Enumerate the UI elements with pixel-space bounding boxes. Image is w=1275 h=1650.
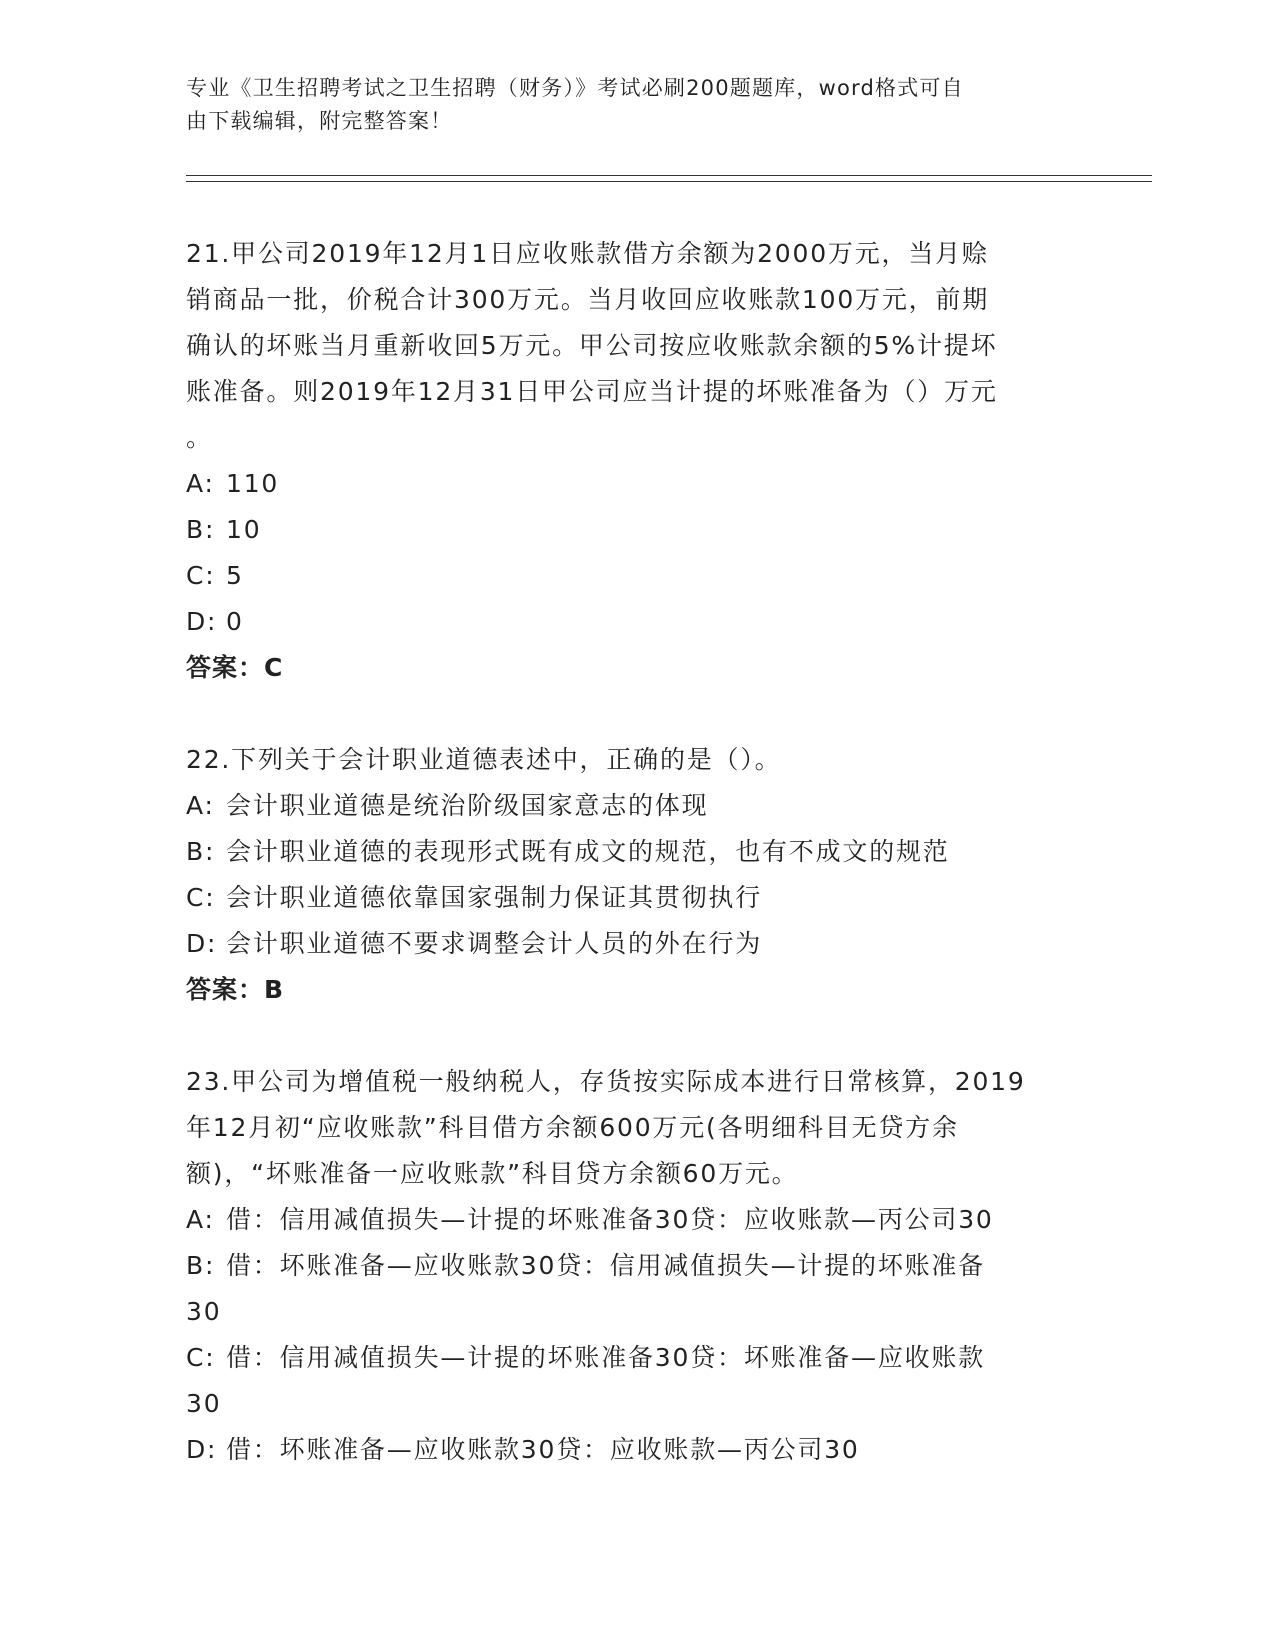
answer-label: 答案：B	[186, 975, 285, 1004]
option-letter: B:	[186, 515, 216, 544]
question-stem-line: 销商品一批，价税合计300万元。当月收回应收账款100万元，前期	[186, 285, 990, 314]
option-a	[186, 783, 1086, 829]
question-stem-line: 账准备。则2019年12月31日甲公司应当计提的坏账准备为（）万元	[186, 377, 998, 406]
option-b	[186, 829, 1086, 875]
option-text: 借：信用减值损失—计提的坏账准备30贷：坏账准备—应收账款	[226, 1343, 986, 1372]
option-text: 会计职业道德的表现形式既有成文的规范，也有不成文的规范	[226, 837, 950, 866]
option-text: 会计职业道德依靠国家强制力保证其贯彻执行	[226, 883, 763, 912]
option-text: 110	[226, 469, 280, 498]
question-stem-line: 。	[186, 423, 213, 452]
option-a	[186, 1197, 1086, 1243]
option-text: 借：坏账准备—应收账款30贷：信用减值损失—计提的坏账准备	[226, 1251, 986, 1280]
question-list	[186, 231, 1086, 1519]
question-stem-line: 额)，“坏账准备一应收账款”科目贷方余额60万元。	[186, 1159, 799, 1188]
header-divider-top	[186, 175, 1152, 176]
option-d	[186, 599, 1086, 645]
option-letter: C:	[186, 561, 216, 590]
option-letter: A:	[186, 791, 215, 820]
option-text: 5	[226, 561, 244, 590]
option-letter: A:	[186, 1205, 215, 1234]
option-letter: C:	[186, 1343, 216, 1372]
question-stem-line: 21.甲公司2019年12月1日应收账款借方余额为2000万元，当月赊	[186, 239, 989, 268]
option-c	[186, 553, 1086, 599]
header-title-line-1: 专业《卫生招聘考试之卫生招聘（财务）》考试必刷200题题库，word格式可自	[186, 76, 964, 100]
answer-label: 答案：C	[186, 653, 284, 682]
question-stem-line: 确认的坏账当月重新收回5万元。甲公司按应收账款余额的5%计提坏	[186, 331, 998, 360]
option-c	[186, 875, 1086, 921]
option-text: 30	[186, 1389, 222, 1418]
option-a	[186, 461, 1086, 507]
option-b	[186, 1243, 1086, 1289]
option-letter: B:	[186, 1251, 216, 1280]
question-21	[186, 231, 1086, 691]
option-text: 0	[226, 607, 244, 636]
header-divider-bottom	[186, 181, 1152, 182]
option-c-continued	[186, 1381, 1086, 1427]
option-d	[186, 921, 1086, 967]
option-letter: D:	[186, 929, 218, 958]
option-text: 会计职业道德是统治阶级国家意志的体现	[226, 791, 709, 820]
option-text: 借：坏账准备—应收账款30贷：应收账款—丙公司30	[226, 1435, 860, 1464]
option-letter: C:	[186, 883, 216, 912]
option-text: 30	[186, 1297, 222, 1326]
option-letter: D:	[186, 1435, 218, 1464]
option-b	[186, 507, 1086, 553]
option-letter: B:	[186, 837, 216, 866]
question-23	[186, 1059, 1086, 1473]
option-text: 10	[226, 515, 262, 544]
option-c	[186, 1335, 1086, 1381]
option-d	[186, 1427, 1086, 1473]
option-letter: A:	[186, 469, 215, 498]
question-stem-line: 23.甲公司为增值税一般纳税人，存货按实际成本进行日常核算，2019	[186, 1067, 1026, 1096]
question-stem-line: 年12月初“应收账款”科目借方余额600万元(各明细科目无贷方余	[186, 1113, 959, 1142]
question-stem-line: 22.下列关于会计职业道德表述中，正确的是（）。	[186, 745, 782, 774]
option-b-continued	[186, 1289, 1086, 1335]
question-22	[186, 737, 1086, 1013]
document-header	[186, 72, 1066, 138]
option-text: 借：信用减值损失—计提的坏账准备30贷：应收账款—丙公司30	[226, 1205, 994, 1234]
header-title-line-2: 由下载编辑，附完整答案！	[186, 109, 453, 133]
option-text: 会计职业道德不要求调整会计人员的外在行为	[226, 929, 763, 958]
option-letter: D:	[186, 607, 218, 636]
